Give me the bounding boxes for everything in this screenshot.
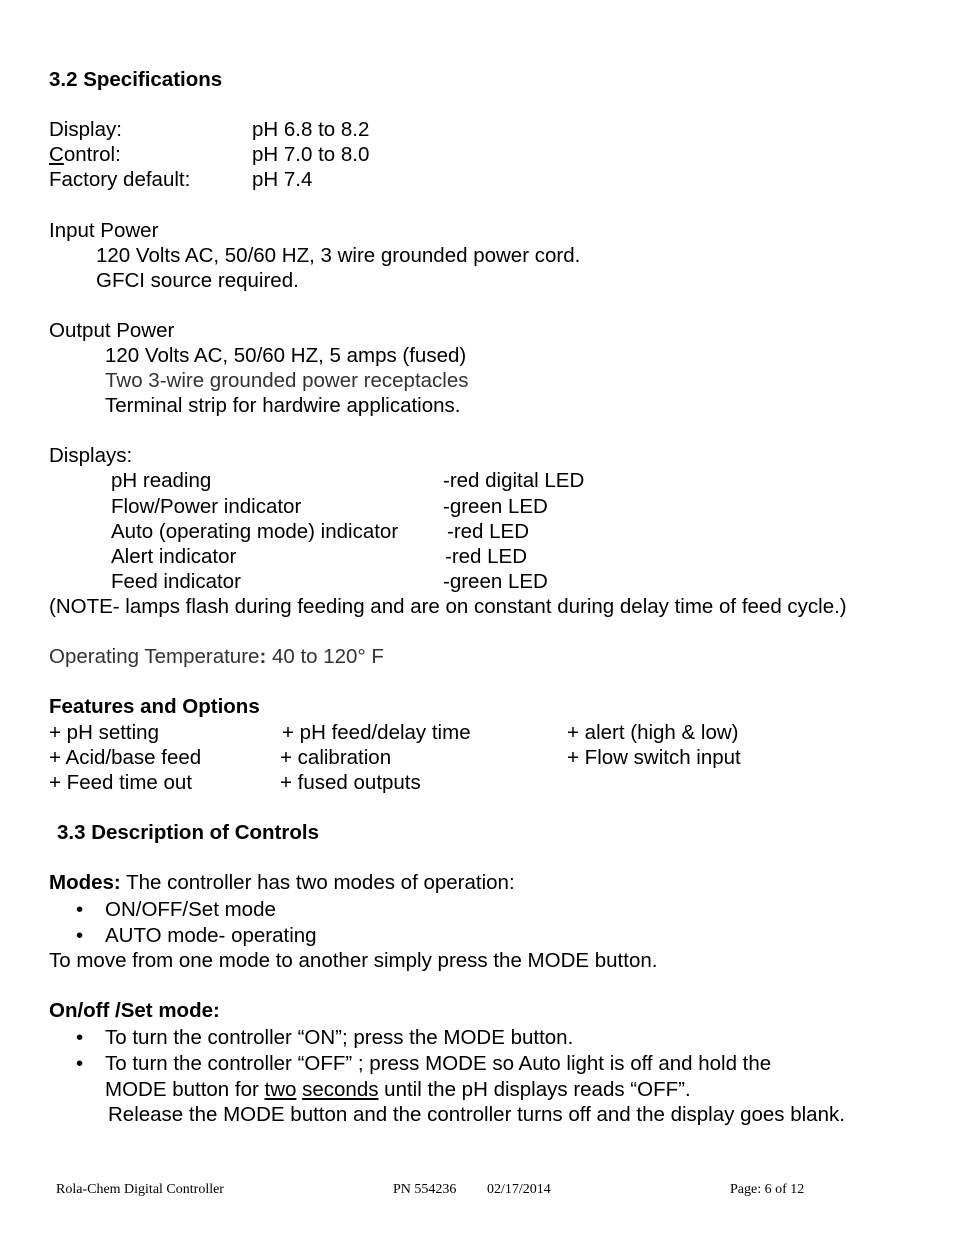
feature-item: + alert (high & low) (567, 721, 739, 744)
modes-line (49, 870, 515, 895)
feature-item: + fused outputs (280, 771, 421, 794)
display-item-name: Flow/Power indicator (111, 495, 302, 518)
output-power-line: 120 Volts AC, 50/60 HZ, 5 amps (fused) (105, 344, 467, 367)
underlined-two: two (264, 1078, 297, 1101)
mode-bullet-item: AUTO mode- operating (105, 924, 317, 947)
input-power-title: Input Power (49, 219, 159, 242)
feature-item: + calibration (280, 746, 392, 769)
input-power-line: GFCI source required. (96, 269, 299, 292)
onoff-bullet-continuation (105, 1077, 691, 1102)
operating-temperature-colon: : (259, 645, 267, 668)
bullet-dot: • (76, 924, 84, 947)
control-label (49, 142, 121, 167)
modes-label: Modes: (49, 871, 121, 894)
display-item-name: Auto (operating mode) indicator (111, 520, 399, 543)
footer-date: 02/17/2014 (487, 1182, 551, 1197)
input-power-line: 120 Volts AC, 50/60 HZ, 3 wire grounded power cord. (96, 244, 581, 267)
bullet-dot: • (76, 1026, 84, 1049)
control-label-initial: C (49, 143, 64, 166)
display-item-value: -red LED (445, 545, 528, 568)
feature-item: + Flow switch input (567, 746, 741, 769)
displays-title: Displays: (49, 444, 133, 467)
display-item-name: Feed indicator (111, 570, 241, 593)
output-power-line: Two 3-wire grounded power receptacles (105, 369, 469, 392)
bullet-dot: • (76, 898, 84, 921)
displays-note: (NOTE- lamps flash during feeding and are on constant during delay time of feed cycle.) (49, 595, 847, 618)
display-item-value: -green LED (443, 495, 548, 518)
display-range: pH 6.8 to 8.2 (252, 118, 370, 141)
bullet-dot: • (76, 1052, 84, 1075)
features-heading: Features and Options (49, 695, 260, 718)
footer-page: Page: 6 of 12 (730, 1182, 805, 1197)
operating-temperature-label: Operating Temperature (49, 645, 260, 668)
factory-default-value: pH 7.4 (252, 168, 313, 191)
display-label: Display: (49, 118, 122, 141)
onoff-bullet-item: To turn the controller “ON”; press the MODE button. (105, 1026, 574, 1049)
footer-product: Rola-Chem Digital Controller (56, 1182, 224, 1197)
feature-item: + pH feed/delay time (282, 721, 471, 744)
onoff-heading: On/off /Set mode: (49, 999, 220, 1022)
underlined-seconds: seconds (302, 1078, 379, 1101)
output-power-title: Output Power (49, 319, 175, 342)
modes-after-text: To move from one mode to another simply press the MODE button. (49, 949, 658, 972)
mode-bullet-item: ON/OFF/Set mode (105, 898, 276, 921)
output-power-line: Terminal strip for hardwire applications. (105, 394, 461, 417)
onoff-text: until the pH displays reads “OFF”. (378, 1078, 691, 1101)
operating-temperature-value: 40 to 120° F (266, 645, 384, 668)
feature-item: + Feed time out (49, 771, 193, 794)
operating-temperature (49, 644, 384, 669)
display-item-value: -red LED (447, 520, 530, 543)
control-range: pH 7.0 to 8.0 (252, 143, 370, 166)
onoff-text: MODE button for (105, 1078, 265, 1101)
display-item-value: -red digital LED (443, 469, 585, 492)
display-item-name: pH reading (111, 469, 212, 492)
onoff-bullet-item: To turn the controller “OFF” ; press MODE so Auto light is off and hold the (105, 1052, 772, 1075)
section-heading-controls: 3.3 Description of Controls (57, 821, 319, 844)
display-item-name: Alert indicator (111, 545, 237, 568)
feature-item: + pH setting (49, 721, 159, 744)
factory-default-label: Factory default: (49, 168, 191, 191)
section-heading-specifications: 3.2 Specifications (49, 68, 223, 91)
modes-text: The controller has two modes of operation: (120, 871, 515, 894)
control-label-rest: ontrol: (63, 143, 121, 166)
display-item-value: -green LED (443, 570, 548, 593)
feature-item: + Acid/base feed (49, 746, 202, 769)
footer-part-number: PN 554236 (393, 1182, 457, 1197)
onoff-release-text: Release the MODE button and the controller turns off and the display goes blank. (108, 1103, 845, 1126)
